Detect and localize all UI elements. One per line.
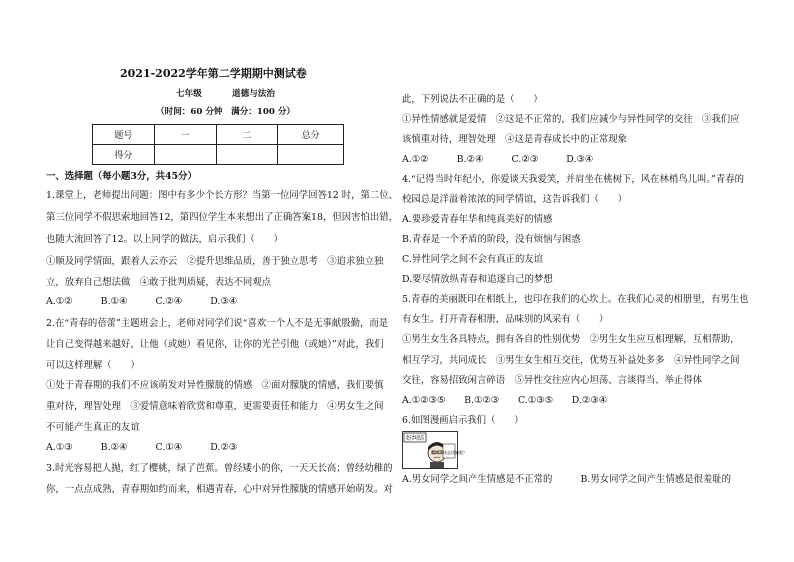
score-table: [92, 124, 344, 165]
question-line: 也随大流回答了12。以上同学的做法，启示我们（ ）: [46, 234, 283, 245]
question-line: 有女生。打开青春相册，品味别的风采有（ ）: [402, 314, 609, 325]
answer-options: A.①② B.②④ C.②③ D.③④: [402, 154, 594, 165]
subject: 道德与法治: [232, 89, 275, 99]
score-cell: 一: [154, 125, 216, 145]
comic-drawing: [403, 432, 467, 468]
score-cell[interactable]: [216, 145, 278, 165]
question-line: ①顺及同学情面，跟着人云亦云 ②提升思维品质，善于独立思考 ③追求独立独: [46, 256, 384, 267]
answer-options: A.①②③⑤ B.①②③ C.①③⑤ D.②③④: [402, 395, 608, 406]
question-line: 第三位同学不假思索地回答12，第四位学生本来想出了正确答案18，但因害怕出错，: [46, 212, 398, 223]
exam-meta: （时间：60 分钟 满分：100 分）: [156, 107, 296, 117]
question-line: 6.如图漫画启示我们（ ）: [402, 415, 524, 426]
option-line: D.要尽情放纵青春和追逐自己的梦想: [402, 274, 553, 285]
question-line: 3.时光容易把人抛，红了樱桃，绿了芭蕉。曾经矮小的你，一天天长高；曾经幼稚的: [46, 463, 393, 474]
score-cell: 题号: [93, 125, 155, 145]
score-cell: 总分: [278, 125, 344, 145]
score-cell: 得分: [93, 145, 155, 165]
question-line: 该慎重对待，理智处理 ④这是青春成长中的正常现象: [402, 134, 628, 145]
question-line: 不可能产生真正的友谊: [46, 422, 140, 433]
answer-options: A.①③ B.②④ C.①④ D.②③: [46, 442, 238, 453]
grade: 七年级: [176, 89, 202, 99]
question-line: ①处于青春期的我们不应该萌发对异性朦胧的情感 ②面对朦胧的情感，我们要慎: [46, 380, 384, 391]
question-line: 相互学习，共同成长 ③男生女生相互交往，优势互补益处多多 ④异性同学之间: [402, 355, 740, 366]
question-line: 可以这样理解（ ）: [46, 360, 140, 371]
comic-bubble-text: 我该不该去找她呢？: [431, 450, 467, 455]
option-line: B.青春是一个矛盾的阶段，没有烦恼与困惑: [402, 234, 581, 245]
score-cell[interactable]: [278, 145, 344, 165]
score-cell[interactable]: [154, 145, 216, 165]
option-line: C.异性同学之间不会有真正的友谊: [402, 254, 544, 265]
question-line: 5.青春的美丽既印在相纸上，也印在我们的心坎上。在我们心灵的相册里，有男生也: [402, 294, 749, 305]
comic-illustration: [402, 431, 467, 469]
answer-options: A.①② B.①④ C.②④ D.③④: [46, 296, 238, 307]
option-line: A.要珍爱青春年华和纯真美好的情感: [402, 214, 553, 225]
question-line: 4.“记得当时年纪小，你爱谈天我爱笑，并肩坐在桃树下，风在林梢鸟儿叫。”青春的: [402, 174, 744, 185]
question-line: 你，一点点成熟，青春期如约而来，相遇青春，心中对异性朦胧的情感开始萌发。对: [46, 484, 393, 495]
question-line: 此，下列说法不正确的是（ ）: [402, 94, 543, 105]
question-line: ①异性情感就是爱情 ②这是不正常的，我们应减少与异性同学的交往 ③我们应: [402, 114, 740, 125]
answer-options: A.男女同学之间产生情感是不正常的 B.男女同学之间产生情感是很羞耻的: [402, 474, 731, 485]
question-line: 立，放弃自己想法做 ④敢于批判质疑，表达不同观点: [46, 277, 272, 288]
question-line: 重对待，理智处理 ③爱情意味着欣赏和尊重，更需要责任和能力 ④男女生之间: [46, 401, 384, 412]
question-line: 校园总是洋溢着浓浓的同学情谊，这告诉我们（ ）: [402, 194, 628, 205]
question-line: 让自己变得越来越好，让他（或她）看见你，让你的光芒引他（或她）”对此，我们: [46, 339, 384, 350]
question-line: ①男生女生各具特点，拥有各自的性别优势 ②男生女生应互相理解，互相帮助，: [402, 334, 740, 345]
question-line: 交往，容易招致闲言碎语 ⑤异性交往应内心坦荡、言谈得当、举止得体: [402, 375, 703, 386]
question-line: 2.在“青春的蓓蕾”主题班会上，老师对同学们说“喜欢一个人不是无事献殷勤，而是: [46, 318, 389, 329]
comic-caption: 好纠结: [405, 435, 425, 442]
section-heading: 一、选择题（每小题3分，共45分）: [46, 171, 197, 182]
score-cell: 二: [216, 125, 278, 145]
question-line: 1.课堂上，老师提出问题：图中有多少个长方形？当第一位同学回答12 时，第二位、: [46, 190, 398, 201]
exam-title: 2021-2022学年第二学期期中测试卷: [120, 67, 307, 80]
